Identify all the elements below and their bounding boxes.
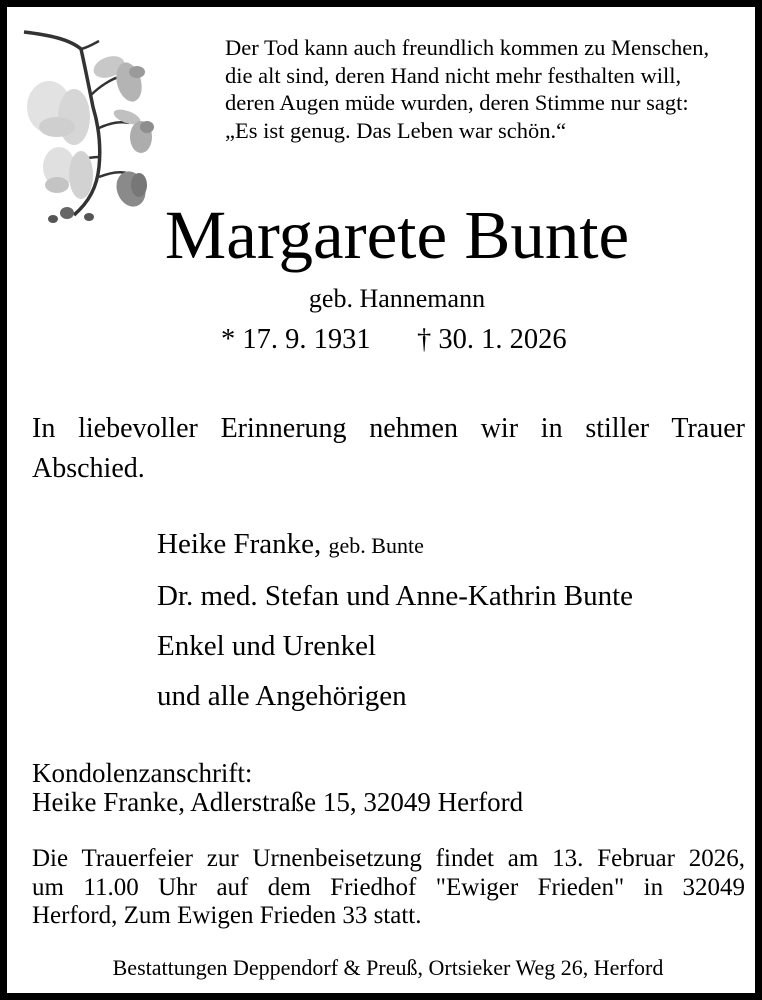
mourners-list [157, 519, 633, 721]
birth-date: * 17. 9. 1931 [221, 324, 371, 355]
mourner-name: Dr. med. Stefan und Anne-Kathrin Bunte [157, 580, 633, 612]
condolence-address-line: Heike Franke, Adlerstraße 15, 32049 Herford [32, 787, 524, 817]
mourner-name: und alle Angehörigen [157, 680, 407, 712]
quote-line: „Es ist genug. Das Leben war schön.“ [225, 117, 567, 143]
mourner-item [157, 671, 633, 721]
condolence-address [32, 759, 523, 817]
mourner-name: Enkel und Urenkel [157, 630, 377, 662]
death-date: † 30. 1. 2026 [417, 324, 567, 355]
deceased-name: Margarete Bunte [164, 197, 630, 273]
mourner-item [157, 571, 633, 621]
quote-line: die alt sind, deren Hand nicht mehr festhalten will, [225, 62, 682, 88]
mourner-name: Heike Franke, [157, 528, 322, 560]
quote-line: deren Augen müde wurden, deren Stimme nur sagt: [225, 90, 689, 115]
ceremony-info [32, 845, 745, 931]
quote-block [225, 34, 709, 144]
ceremony-line: um 11.00 Uhr auf dem Friedhof "Ewiger Frieden" in 32049 [32, 873, 745, 901]
mourner-note: geb. Bunte [328, 533, 424, 558]
condolence-label: Kondolenzanschrift: [32, 758, 253, 788]
ceremony-line: Herford, Zum Ewigen Frieden 33 statt. [32, 902, 422, 929]
intro-text: In liebevoller Erinnerung nehmen wir in stiller Trauer Abschied. [32, 413, 745, 484]
funeral-home-footer: Bestattungen Deppendorf & Preuß, Ortsieker Weg 26, Herford [112, 955, 664, 980]
ceremony-line: Die Trauerfeier zur Urnenbeisetzung findet am 13. Februar 2026, [32, 845, 745, 872]
mourner-item [157, 621, 633, 671]
mourner-item [157, 519, 633, 571]
maiden-name: geb. Hannemann [308, 284, 486, 313]
quote-line: Der Tod kann auch freundlich kommen zu Menschen, [225, 35, 710, 60]
